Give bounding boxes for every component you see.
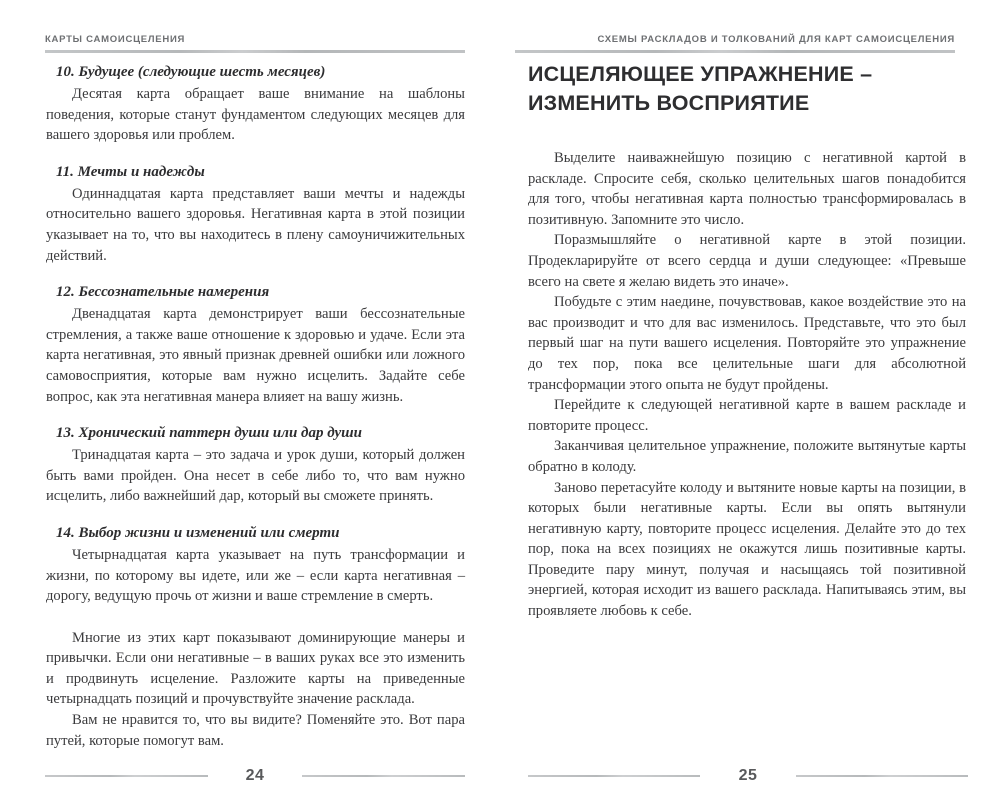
chapter-title-line-2: ИЗМЕНИТЬ ВОСПРИЯТИЕ (528, 91, 810, 115)
chapter-title-line-1: ИСЦЕЛЯЮЩЕЕ УПРАЖНЕНИЕ – (528, 62, 873, 86)
body-paragraph: Десятая карта обращает ваше внимание на шаблоны поведения, которые станут фундаментом следующих месяцев для вашего здоровья или проблем. (46, 86, 465, 144)
section-block (46, 523, 465, 607)
footer-rule-right (796, 775, 968, 777)
section-block (46, 282, 465, 407)
body-paragraph: Побудьте с этим наедине, почувствовав, какое воздействие это на вас производит и что для вас изменилось. Представьте, что это был первый шаг на пути вашего исцеления. Повторяйте это упражнение до тех пор, пока все целительные шаги для абсолютной трансформации этого опыта не будут пройдены. (528, 294, 966, 393)
body-paragraph: Заканчивая целительное упражнение, положите вытянутые карты обратно в колоду. (528, 438, 966, 475)
chapter-title (528, 60, 968, 118)
section-block (46, 62, 465, 146)
body-paragraph: Вам не нравится то, что вы видите? Поменяйте это. Вот пара путей, которые помогут вам. (46, 712, 465, 749)
right-page-body (528, 148, 966, 622)
footer-right (528, 767, 968, 785)
running-header-left: КАРТЫ САМОИСЦЕЛЕНИЯ (45, 34, 186, 45)
footer-rule-left (45, 775, 208, 777)
body-paragraph: Одиннадцатая карта представляет ваши мечты и надежды относительно вашего здоровья. Негативная карта в этой позиции указывает на то, что вы находитесь в плену самоуничижительных действий. (46, 185, 465, 264)
section-subheading: 13. Хронический паттерн души или дар души (56, 425, 362, 442)
body-paragraph: Поразмышляйте о негативной карте в этой позиции. Продекларируйте от всего сердца и души следующее: «Превыше всего на свете я желаю видеть это иначе». (528, 232, 966, 290)
body-paragraph: Выделите наиважнейшую позицию с негативной картой в раскладе. Спросите себя, сколько целительных шагов понадобится для того, чтобы негативная карта полностью трансформировалась в позитивную. Запомните это число. (528, 150, 966, 228)
running-header-right: СХЕМЫ РАСКЛАДОВ И ТОЛКОВАНИЙ ДЛЯ КАРТ САМОИСЦЕЛЕНИЯ (597, 34, 955, 45)
body-paragraph: Многие из этих карт показывают доминирующие манеры и привычки. Если они негативные – в ваших руках все это изменить и продвинуть исцеление. Разложите карты на приведенные четырнадцать позиций и прочувствуйте значение расклада. (46, 629, 465, 708)
section-subheading: 10. Будущее (следующие шесть месяцев) (56, 64, 326, 80)
section-subheading: 14. Выбор жизни и изменений или смерти (56, 524, 340, 541)
section-subheading: 11. Мечты и надежды (56, 163, 205, 180)
page-number: 24 (245, 767, 265, 784)
footer-left (45, 767, 465, 785)
right-page (500, 0, 1000, 812)
body-paragraph: Тринадцатая карта – это задача и урок души, который должен быть вами пройден. Она несет в себе либо то, что вам нужно исцелить, либо важнейший дар, который вы сможете принять. (46, 447, 465, 505)
footer-rule-left (528, 775, 700, 777)
body-paragraph: Четырнадцатая карта указывает на путь трансформации и жизни, по которому вы идете, или же – если карта негативная – дорогу, ведущую прочь от жизни и ваше стремление в смерть. (46, 546, 465, 605)
footer-rule-right (302, 775, 465, 777)
left-page-body (46, 62, 465, 751)
section-subheading: 12. Бессознательные намерения (56, 284, 270, 301)
section-block (46, 423, 465, 507)
section-block (46, 628, 465, 752)
body-paragraph: Двенадцатая карта демонстрирует ваши бессознательные стремления, а также ваше отношение к здоровью и удаче. Если эта карта негативная, это явный признак древней ошибки или ложного самовосприятия, которые вам нужно исцелить. Задайте себе вопрос, как эта негативная манера влияет на вашу жизнь. (46, 306, 465, 405)
section-block (46, 162, 465, 266)
page-number: 25 (738, 767, 758, 784)
body-paragraph: Перейдите к следующей негативной карте в вашем раскладе и повторите процесс. (528, 397, 966, 434)
body-paragraph: Заново перетасуйте колоду и вытяните новые карты на позиции, в которых были негативные карты. Если вы опять вытянули негативную карту, повторите процесс исцеления. Делайте это до тех пор, пока на всех позициях не окажутся лишь позитивные карты. Проведите пару минут, получая и насыщаясь той позитивной энергией, которая исходит из вашего расклада. Напитываясь этим, вы проявляете любовь к себе. (528, 479, 966, 620)
header-rule-right (515, 50, 955, 53)
header-rule-left (45, 50, 465, 53)
